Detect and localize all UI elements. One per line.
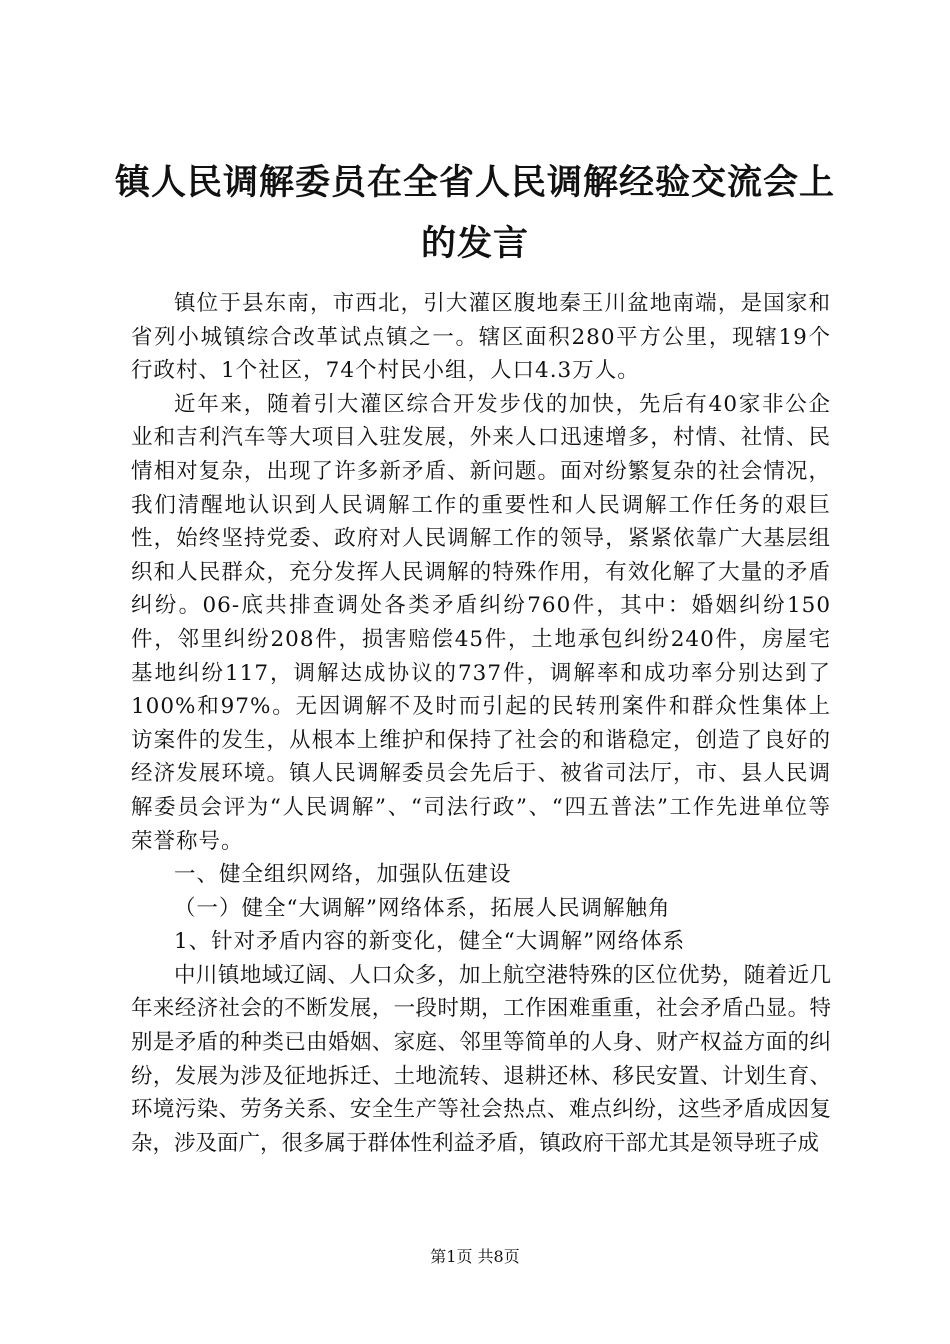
document-body (131, 287, 831, 1160)
paragraph-location: 镇位于县东南，市西北，引大灌区腹地秦王川盆地南端，是国家和省列小城镇综合改革试点镇之一。辖区面积280平方公里，现辖19个行政村、1个社区，74个村民小组，人口4.3万人。 (131, 291, 831, 384)
paragraph-overview: 近年来，随着引大灌区综合开发步伐的加快，先后有40家非公企业和吉利汽车等大项目入驻发展，外来人口迅速增多，村情、社情、民情相对复杂，出现了许多新矛盾、新问题。面对纷繁复杂的社会情况，我们清醒地认识到人民调解工作的重要性和人民调解工作任务的艰巨性，始终坚持党委、政府对人民调解工作的领导，紧紧依靠广大基层组织和人民群众，充分发挥人民调解的特殊作用，有效化解了大量的矛盾纠纷。06-底共排查调处各类矛盾纠纷760件，其中：婚姻纠纷150件，邻里纠纷208件，损害赔偿45件，土地承包纠纷240件，房屋宅基地纠纷117，调解达成协议的737件，调解率和成功率分别达到了100%和97%。无因调解不及时而引起的民转刑案件和群众性集体上访案件的发生，从根本上维护和保持了社会的和谐稳定，创造了良好的经济发展环境。镇人民调解委员会先后于、被省司法厅，市、县人民调解委员会评为“人民调解”、“司法行政”、“四五普法”工作先进单位等荣誉称号。 (131, 391, 831, 854)
page-footer: 第1页 共8页 (430, 1247, 520, 1266)
document-title-line-1: 镇人民调解委员在全省人民调解经验交流会上 (114, 162, 835, 203)
section-heading-1: 一、健全组织网络，加强队伍建设 (174, 862, 512, 888)
subsection-heading-1-1: 1、针对矛盾内容的新变化，健全“大调解”网络体系 (174, 929, 686, 955)
subsection-heading-1: （一）健全“大调解”网络体系，拓展人民调解触角 (174, 895, 671, 921)
document-title-line-2: 的发言 (420, 223, 529, 264)
paragraph-zhongchuan: 中川镇地域辽阔、人口众多，加上航空港特殊的区位优势，随着近几年来经济社会的不断发展，一段时期，工作困难重重，社会矛盾凸显。特别是矛盾的种类已由婚姻、家庭、邻里等简单的人身、财产权益方面的纠纷，发展为涉及征地拆迁、土地流转、退耕还林、移民安置、计划生育、环境污染、劳务关系、安全生产等社会热点、难点纠纷，这些矛盾成因复杂，涉及面广，很多属于群体性利益矛盾，镇政府干部尤其是领导班子成 (131, 962, 831, 1156)
